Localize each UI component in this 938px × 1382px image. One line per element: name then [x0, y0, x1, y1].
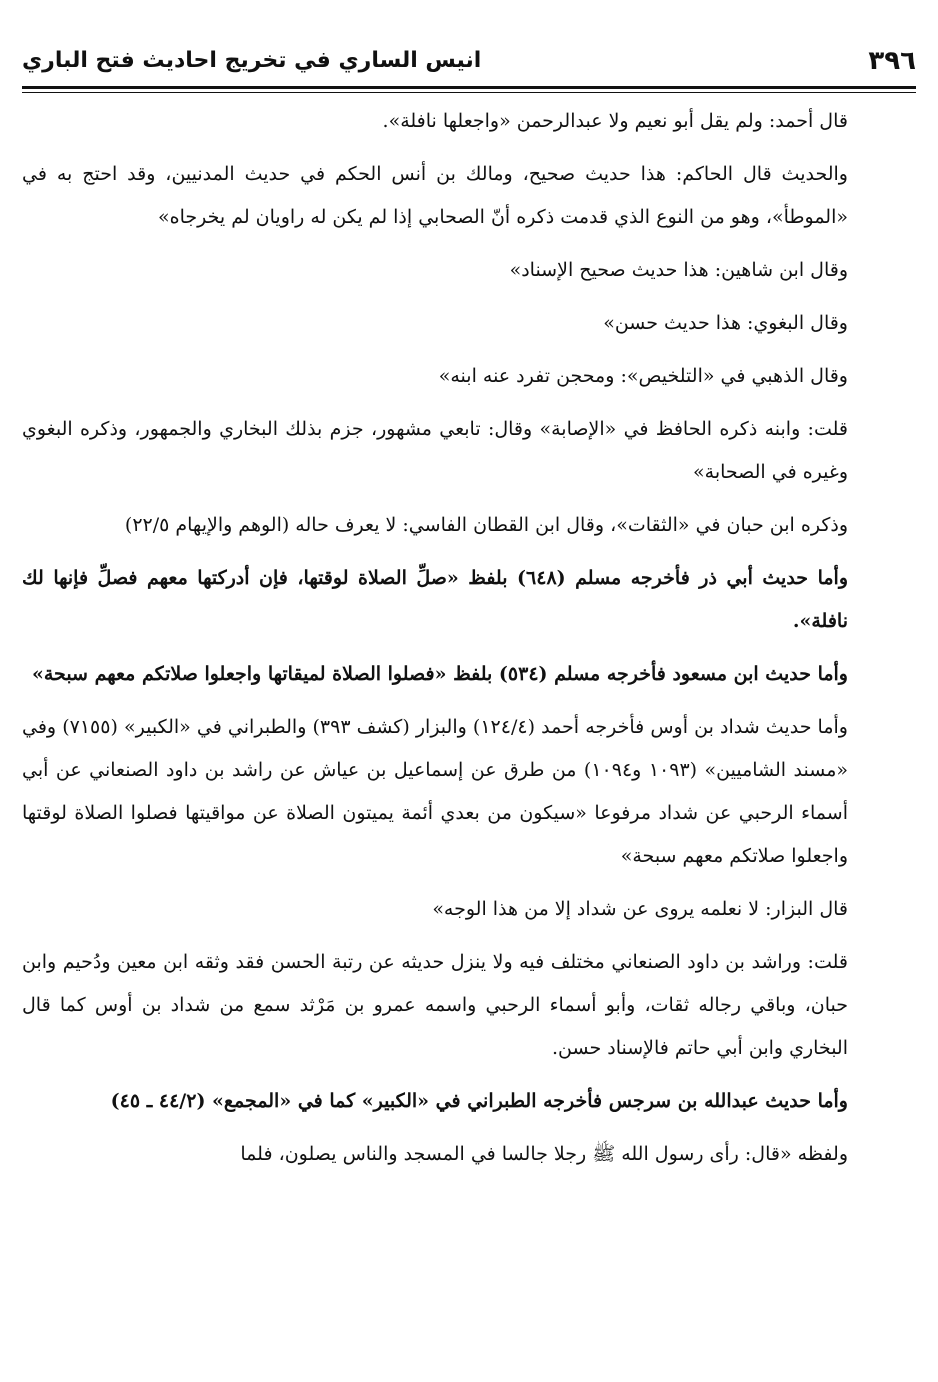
paragraph: وأما حديث أبي ذر فأخرجه مسلم (٦٤٨) بلفظ «صلِّ الصلاة لوقتها، فإن أدركتها معهم فصلِّ فإنها لك نافلة». [22, 567, 848, 632]
paragraph: قلت: وابنه ذكره الحافظ في «الإصابة» وقال: تابعي مشهور، جزم بذلك البخاري والجمهور، وذكره البغوي وغيره في الصحابة» [22, 418, 848, 483]
paragraph: وقال ابن شاهين: هذا حديث صحيح الإسناد» [509, 259, 848, 281]
paragraph: قال أحمد: ولم يقل أبو نعيم ولا عبدالرحمن «واجعلها نافلة». [382, 110, 848, 132]
paragraph: وأما حديث شداد بن أوس فأخرجه أحمد (١٢٤/٤) والبزار (كشف ٣٩٣) والطبراني في «الكبير» (٧١٥٥) وفي «مسند الشاميين» (١٠٩٣ و١٠٩٤) من طرق عن إسماعيل بن عياش عن راشد بن داود الصنعاني عن أبي أسماء الرحبي عن شداد مرفوعا «سيكون من بعدي أئمة يميتون الصلاة عن مواقيتها فصلوا الصلاة لوقتها واجعلوا صلاتكم معهم سبحة» [22, 716, 848, 867]
paragraph: وأما حديث عبدالله بن سرجس فأخرجه الطبراني في «الكبير» كما في «المجمع» (٤٤/٢ ـ ٤٥) [110, 1090, 848, 1112]
paragraph: ولفظه «قال: رأى رسول الله ﷺ رجلا جالسا في المسجد والناس يصلون، فلما [240, 1143, 848, 1165]
header-rule-thick [22, 86, 916, 89]
paragraph: قلت: وراشد بن داود الصنعاني مختلف فيه ولا ينزل حديثه عن رتبة الحسن فقد وثقه ابن معين ودُحيم وابن حبان، وباقي رجاله ثقات، وأبو أسماء الرحبي واسمه عمرو بن مَرْثد سمع من شداد بن أوس كما قال البخاري وابن أبي حاتم فالإسناد حسن. [22, 951, 848, 1059]
page-number: ٣٩٦ [868, 46, 916, 76]
running-title: انيس الساري في تخريج احاديث فتح الباري [22, 48, 482, 73]
paragraph: وقال البغوي: هذا حديث حسن» [603, 312, 848, 334]
paragraph: وأما حديث ابن مسعود فأخرجه مسلم (٥٣٤) بلفظ «فصلوا الصلاة لميقاتها واجعلوا صلاتكم معهم سبحة» [32, 663, 848, 685]
paragraph: قال البزار: لا نعلمه يروى عن شداد إلا من هذا الوجه» [432, 898, 848, 920]
paragraph: وقال الذهبي في «التلخيص»: ومحجن تفرد عنه ابنه» [438, 365, 848, 387]
page-header [22, 38, 916, 84]
body-text [22, 100, 848, 1186]
paragraph: والحديث قال الحاكم: هذا حديث صحيح، ومالك بن أنس الحكم في حديث المدنيين، وقد احتج به في «الموطأ»، وهو من النوع الذي قدمت ذكره أنّ الصحابي إذا لم يكن له راويان لم يخرجاه» [22, 163, 848, 228]
paragraph: وذكره ابن حبان في «الثقات»، وقال ابن القطان الفاسي: لا يعرف حاله (الوهم والإيهام ٢٢/٥) [124, 514, 848, 536]
header-rule-thin [22, 92, 916, 93]
